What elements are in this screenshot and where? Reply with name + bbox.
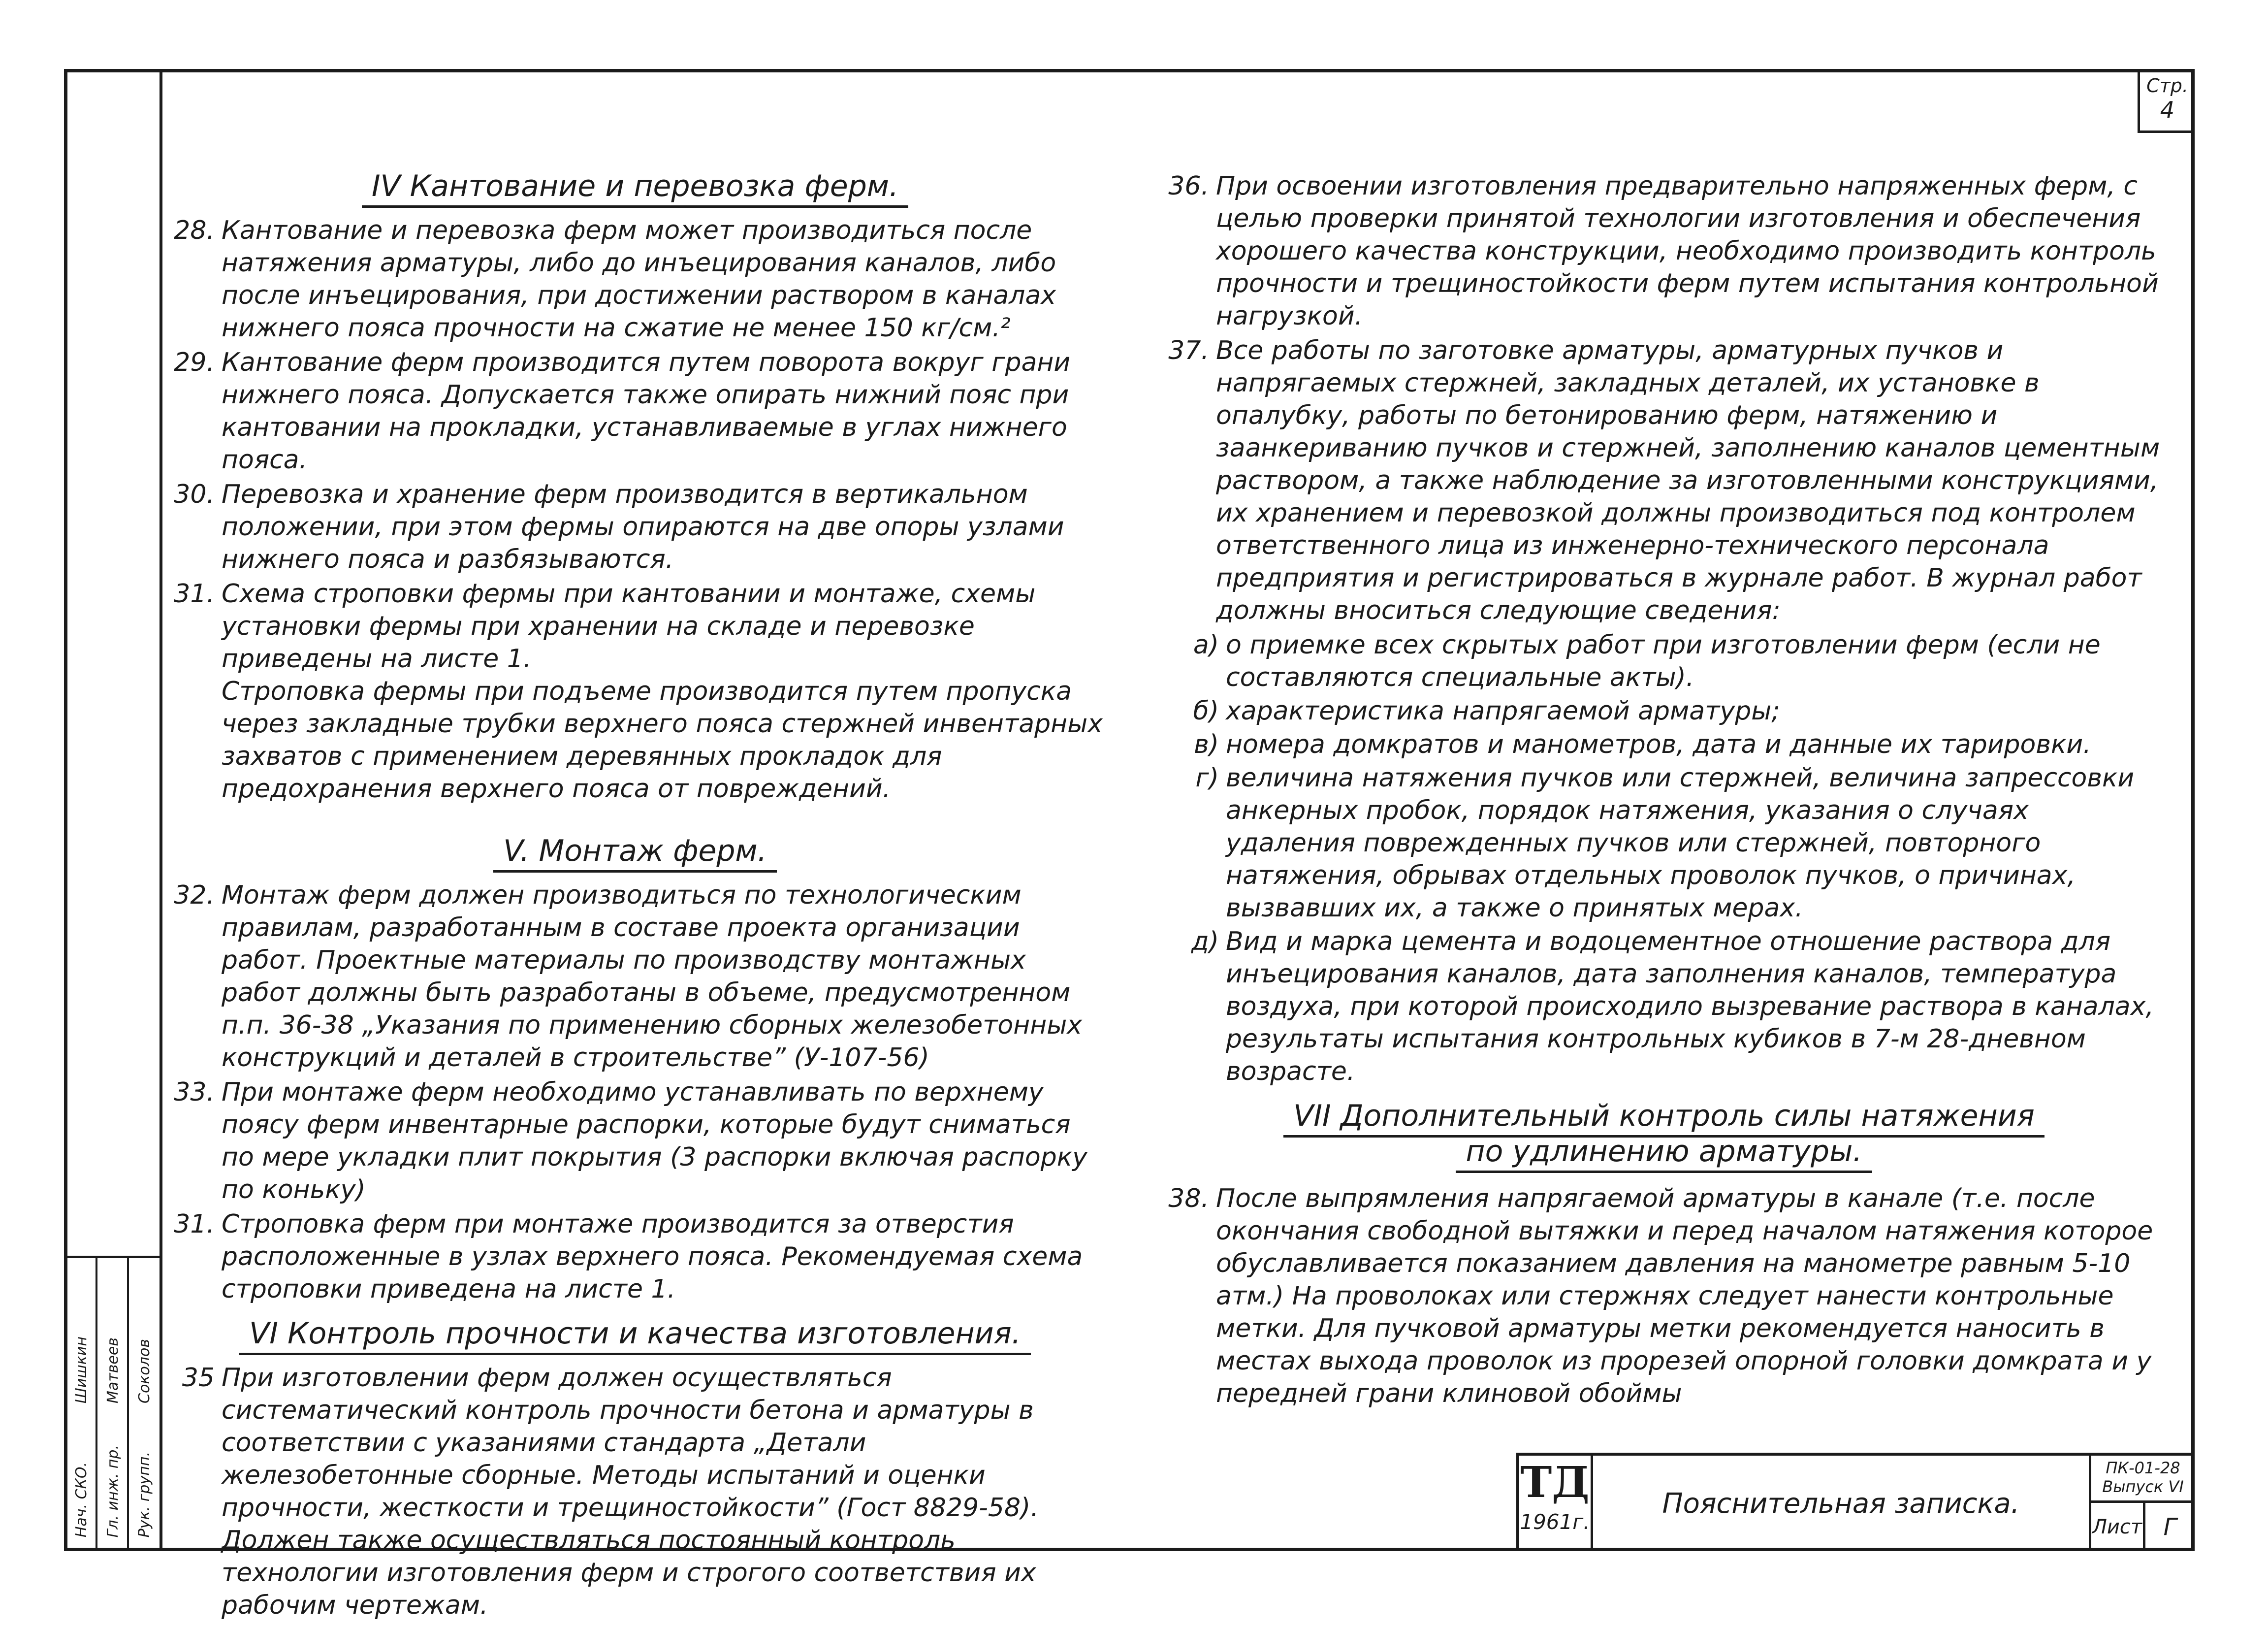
paragraph-37 bbox=[1162, 334, 2166, 627]
issue-number: Выпуск VI bbox=[2102, 1477, 2184, 1496]
list-item-text: Вид и марка цемента и водоцементное отношение раствора для инъецирования каналов, дата заполнения каналов, температура воздуха, при которой происходило вызревание раствора в каналах, результаты испытания контрольных кубиков в 7-м 28-дневном возрасте. bbox=[1226, 927, 2154, 1086]
strip-role: Рук. групп. bbox=[136, 1451, 153, 1537]
strip-column-line bbox=[96, 1256, 97, 1551]
strip-name: Шишкин bbox=[73, 1336, 90, 1403]
list-item-marker: д) bbox=[1191, 927, 1219, 956]
paragraph-number: 37. bbox=[1168, 336, 1209, 365]
paragraph-text bbox=[222, 578, 1103, 805]
list-item-d bbox=[1177, 925, 2166, 1088]
paragraph-text: После выпрямления напрягаемой арматуры в канале (т.е. после окончания свободной вытяжки и перед началом натяжения которое обуславливается показанием давления на манометре равным 5-10 атм.) На проволоках или стержнях следует нанести контрольные метки. Для пучковой арматуры метки рекомендуется наносить в местах выхода проволок из прорезей опорной головки домкрата и у передней грани клиновой обоймы bbox=[1216, 1184, 2153, 1408]
page-label: Стр. bbox=[2146, 75, 2188, 97]
paragraph-number: 33. bbox=[174, 1077, 215, 1107]
paragraph-number: 35 bbox=[182, 1363, 215, 1393]
year: 1961г. bbox=[1520, 1510, 1590, 1534]
paragraph-number: 38. bbox=[1168, 1184, 1209, 1213]
paragraph-29 bbox=[167, 346, 1103, 476]
document-code: ПК-01-28 bbox=[2106, 1459, 2180, 1477]
paragraph-number: 28. bbox=[174, 216, 215, 245]
paragraph-text: Кантование ферм производится путем поворота вокруг грани нижнего пояса. Допускается также опирать нижний пояс при кантовании на прокладки, устанавливаемые в углах нижнего пояса. bbox=[222, 348, 1071, 475]
paragraph-text: Перевозка и хранение ферм производится в вертикальном положении, при этом фермы опираются на две опоры узлами нижнего пояса и разбязываются. bbox=[222, 480, 1064, 574]
strip-divider bbox=[64, 1256, 160, 1258]
title-block bbox=[1516, 1453, 2195, 1551]
paragraph-36 bbox=[1162, 170, 2166, 332]
sheet-label: Лист bbox=[2091, 1503, 2145, 1551]
paragraph-text: При изготовлении ферм должен осуществляться систематический контроль прочности бетона и арматуры в соответствии с указаниями стандарта „Детали железобетонные сборные. Методы испытаний и оценки прочности, жесткости и трещиностойкости” (Гост 8829-58). Должен также осуществляться постоянный контроль технологии изготовления ферм и строгого соответствия их рабочим чертежам. bbox=[222, 1363, 1039, 1620]
paragraph-number: 32. bbox=[174, 880, 215, 910]
strip-role: Гл. инж. пр. bbox=[104, 1444, 122, 1537]
list-item-text: характеристика напрягаемой арматуры; bbox=[1226, 696, 1780, 726]
sheet-cell bbox=[2091, 1503, 2195, 1551]
paragraph-33 bbox=[167, 1076, 1103, 1206]
list-item-marker: г) bbox=[1195, 763, 1219, 793]
paragraph-text-part: Схема строповки фермы при кантовании и монтаже, схемы установки фермы при хранении на складе и перевозке приведены на листе 1. bbox=[222, 579, 1036, 674]
section-heading-vii-line2: по удлинению арматуры. bbox=[1162, 1135, 2166, 1168]
signature-strip bbox=[64, 69, 162, 1551]
paragraph-text: Строповка ферм при монтаже производится за отверстия расположенные в узлах верхнего пояса. Рекомендуемая схема строповки приведена на листе 1. bbox=[222, 1209, 1083, 1304]
organization-logo: ТД bbox=[1520, 1458, 1590, 1507]
paragraph-number: 29. bbox=[174, 348, 215, 377]
paragraph-text: Кантование и перевозка ферм может производиться после натяжения арматуры, либо до инъецирования каналов, либо после инъецирования, при достижении раствором в каналах нижнего пояса прочности на сжатие не менее 150 кг/см.² bbox=[222, 216, 1056, 343]
section-heading-v: V. Монтаж ферм. bbox=[167, 835, 1103, 867]
paragraph-35 bbox=[167, 1362, 1103, 1622]
section-heading-iv: IV Кантование и перевозка ферм. bbox=[167, 170, 1103, 202]
logo-cell bbox=[1519, 1456, 1593, 1551]
strip-column-line bbox=[127, 1256, 129, 1551]
right-column bbox=[1162, 170, 2166, 1412]
paragraph-text-part: Строповка фермы при подъеме производится путем пропуска через закладные трубки верхнего пояса стержней инвентарных захватов с применением деревянных прокладок для предохранения верхнего пояса от повреждений. bbox=[222, 677, 1103, 804]
section-heading-vii: VII Дополнительный контроль силы натяжения bbox=[1162, 1100, 2166, 1132]
sheet-value: Г bbox=[2163, 1513, 2177, 1541]
strip-role: Нач. СКО. bbox=[73, 1462, 90, 1537]
page-number: 4 bbox=[2160, 97, 2175, 123]
paragraph-number: 31. bbox=[174, 1209, 215, 1239]
paragraph-31 bbox=[167, 578, 1103, 805]
paragraph-text: При освоении изготовления предварительно напряженных ферм, с целью проверки принятой технологии изготовления и обеспечения хорошего качества конструкции, необходимо производить контроль прочности и трещиностойкости ферм путем испытания контрольной нагрузкой. bbox=[1216, 171, 2159, 331]
list-item-marker: в) bbox=[1194, 730, 1219, 759]
list-item-text: номера домкратов и манометров, дата и данные их тарировки. bbox=[1226, 730, 2091, 759]
document-title: Пояснительная записка. bbox=[1593, 1456, 2091, 1551]
list-item-text: величина натяжения пучков или стержней, величина запрессовки анкерных пробок, порядок натяжения, указания о случаях удаления поврежденных пучков или стержней, повторного натяжения, обрывах отдельных проволок пучков, о причинах, вызвавших их, а также о принятых мерах. bbox=[1226, 763, 2135, 923]
paragraph-28 bbox=[167, 214, 1103, 344]
paragraph-32 bbox=[167, 879, 1103, 1074]
list-item-marker: б) bbox=[1193, 696, 1219, 726]
list-item-marker: а) bbox=[1193, 630, 1219, 660]
paragraph-number: 31. bbox=[174, 579, 215, 609]
list-item-g bbox=[1177, 762, 2166, 924]
paragraph-text: Все работы по заготовке арматуры, арматурных пучков и напрягаемых стержней, закладных деталей, их установке в опалубку, работы по бетонированию ферм, натяжению и заанкериванию пучков и стержней, заполнению каналов цементным раствором, а также наблюдение за изготовленными конструкциями, их хранением и перевозкой должны производиться под контролем ответственного лица из инженерно-технического персонала предприятия и регистрироваться в журнале работ. В журнал работ должны вноситься следующие сведения: bbox=[1216, 336, 2160, 625]
list-item-text: о приемке всех скрытых работ при изготовлении ферм (если не составляются специальные акты). bbox=[1226, 630, 2101, 692]
list-item-b bbox=[1177, 695, 2166, 727]
paragraph-38 bbox=[1162, 1182, 2166, 1410]
paragraph-30 bbox=[167, 478, 1103, 576]
strip-name: Матвеев bbox=[104, 1337, 122, 1403]
paragraph-34 bbox=[167, 1208, 1103, 1305]
section-heading-vi: VI Контроль прочности и качества изготовления. bbox=[167, 1317, 1103, 1350]
paragraph-text: При монтаже ферм необходимо устанавливать по верхнему поясу ферм инвентарные распорки, которые будут сниматься по мере укладки плит покрытия (3 распорки включая распорку по коньку) bbox=[222, 1077, 1087, 1205]
paragraph-text: Монтаж ферм должен производиться по технологическим правилам, разработанным в составе проекта организации работ. Проектные материалы по производству монтажных работ должны быть разработаны в объеме, предусмотренном п.п. 36-38 „Указания по применению сборных железобетонных конструкций и деталей в строительстве” (У-107-56) bbox=[222, 880, 1083, 1073]
strip-name: Соколов bbox=[136, 1339, 153, 1403]
list-item-v bbox=[1177, 728, 2166, 761]
list-item-a bbox=[1177, 629, 2166, 694]
paragraph-number: 36. bbox=[1168, 171, 1209, 201]
page-number-box bbox=[2138, 69, 2195, 133]
document-code-cell bbox=[2091, 1456, 2195, 1503]
left-column bbox=[167, 170, 1103, 1624]
paragraph-number: 30. bbox=[174, 480, 215, 509]
